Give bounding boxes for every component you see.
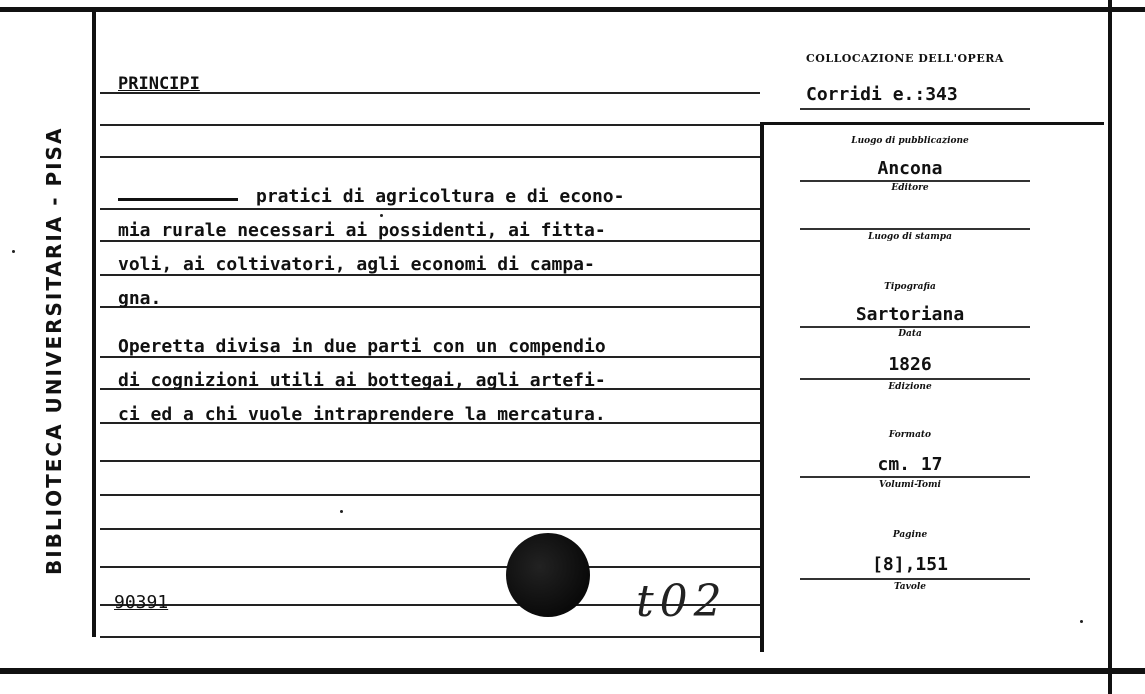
field-rule [800, 228, 1030, 230]
field-caption: Pagine [892, 530, 928, 540]
speck [1080, 620, 1083, 623]
field-caption: Data [898, 329, 922, 339]
right-border [1108, 0, 1112, 694]
ruled-line [100, 566, 760, 568]
ruled-line [100, 636, 760, 638]
field-rule [800, 180, 1030, 182]
title-line: di cognizioni utili ai bottegai, agli artefi- [118, 370, 606, 391]
field-caption: Luogo di stampa [868, 232, 952, 242]
ruled-line [100, 528, 760, 530]
bottom-border [0, 668, 1145, 674]
handwritten-note: t02 [636, 576, 728, 627]
field-value: cm. 17 [877, 454, 943, 475]
ruled-line [100, 208, 760, 210]
library-stamp: BIBLIOTECA UNIVERSITARIA - PISA [42, 126, 66, 575]
field-value: [8],151 [872, 554, 948, 575]
field-value: 1826 [888, 354, 932, 375]
field-rule [800, 378, 1030, 380]
ruled-line [100, 156, 760, 158]
field-rule [800, 326, 1030, 328]
ruled-line [100, 124, 760, 126]
field-rule [800, 476, 1030, 478]
panel-top-rule [764, 122, 1104, 125]
field-caption: Luogo di pubblicazione [851, 136, 969, 146]
card-heading: PRINCIPI [118, 74, 200, 94]
collocation-rule [800, 108, 1030, 110]
panel-divider [760, 122, 764, 652]
left-margin-rule [92, 12, 96, 637]
top-border [0, 7, 1145, 12]
field-caption: Edizione [888, 382, 932, 392]
collocation-value: Corridi e.:343 [806, 84, 958, 105]
speck [12, 250, 15, 253]
title-line: voli, ai coltivatori, agli economi di campa- [118, 254, 595, 275]
ink-stamp [506, 533, 590, 617]
ruled-line [100, 494, 760, 496]
field-caption: Editore [891, 183, 929, 193]
accession-number: 90391 [114, 592, 169, 613]
title-line: Operetta divisa in due parti con un compendio [118, 336, 606, 357]
field-value: Sartoriana [855, 304, 965, 325]
title-line: mia rurale necessari ai possidenti, ai fitta- [118, 220, 606, 241]
field-value: Ancona [877, 158, 943, 179]
ruled-line [100, 306, 760, 308]
field-caption: Tipografia [884, 282, 936, 292]
title-line: ci ed a chi vuole intraprendere la mercatura. [118, 404, 606, 425]
collocation-header: COLLOCAZIONE DELL'OPERA [806, 52, 1004, 65]
field-caption: Formato [888, 430, 932, 440]
speck [380, 214, 383, 217]
field-caption: Volumi-Tomi [879, 480, 941, 490]
field-caption: Tavole [893, 582, 927, 592]
speck [340, 510, 343, 513]
title-line: pratici di agricoltura e di econo- [256, 186, 625, 207]
title-line: gna. [118, 288, 162, 309]
ruled-line [100, 460, 760, 462]
title-blank-line [118, 198, 238, 201]
field-rule [800, 578, 1030, 580]
